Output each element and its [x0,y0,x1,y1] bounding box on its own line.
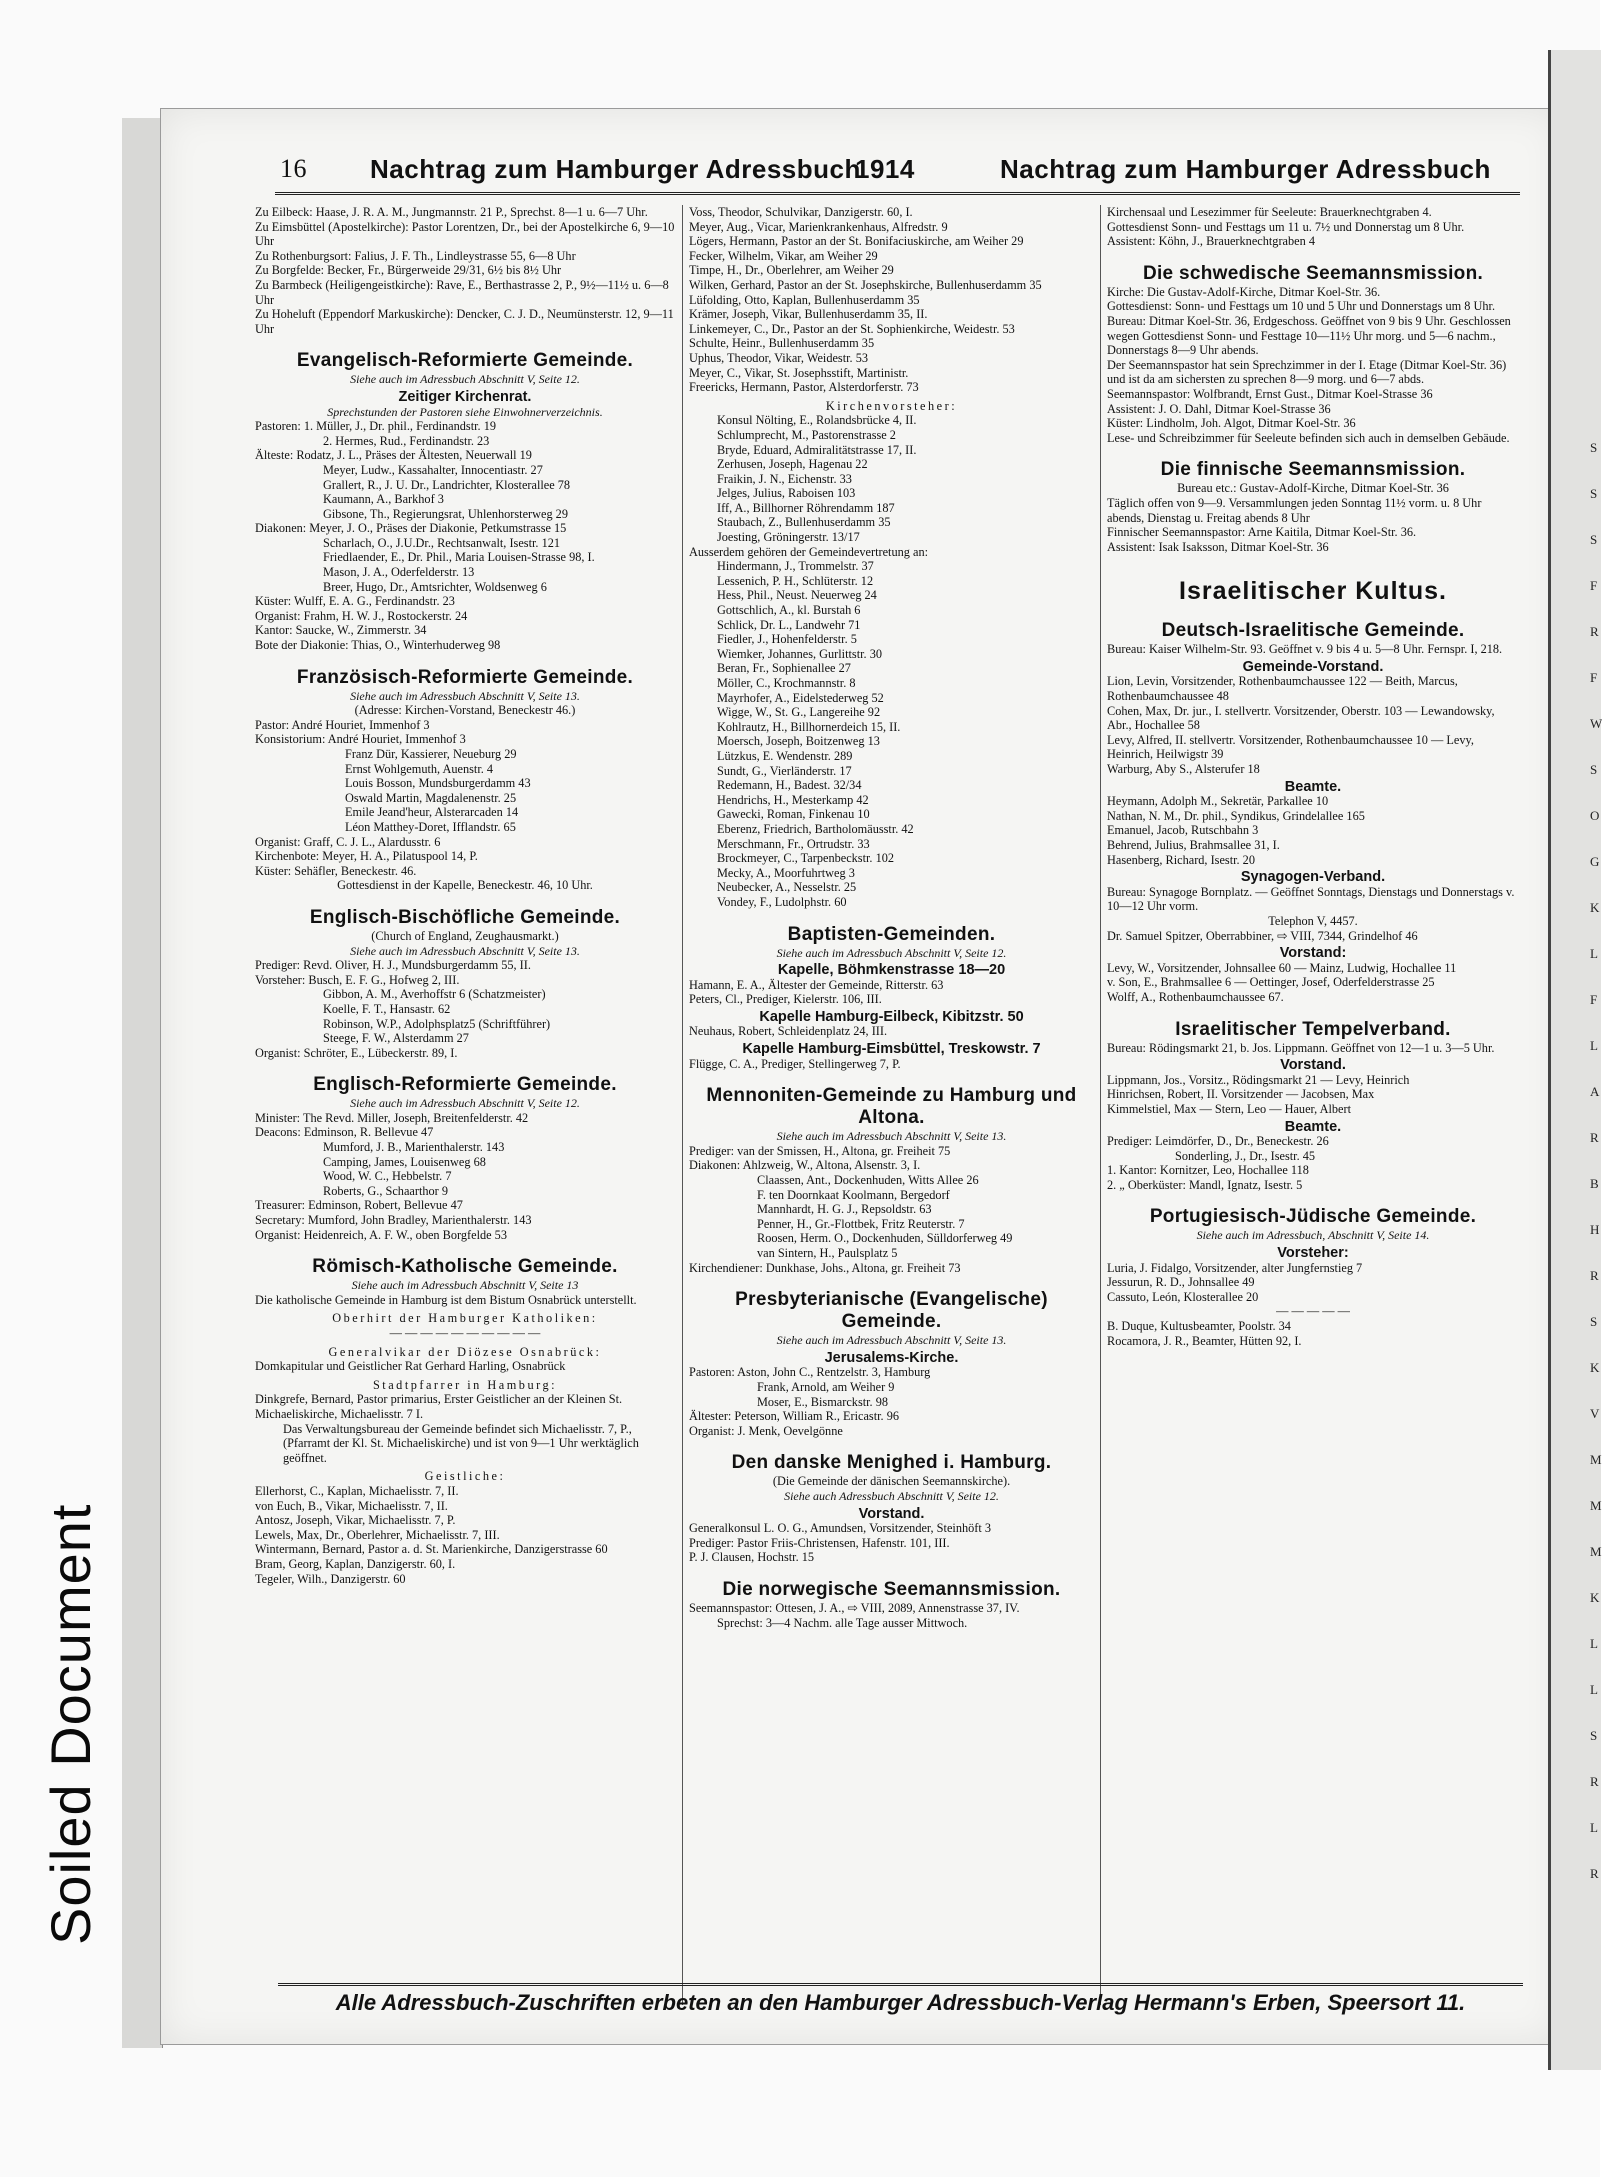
directory-entry: Prediger: Pastor Friis-Christensen, Hafenstr. 101, III. [689,1535,950,1550]
section-heading: Israelitischer Kultus. [1179,577,1447,606]
directory-entry: Prediger: Revd. Oliver, H. J., Mundsburgerdamm 55, II. [255,958,531,973]
directory-entry: van Sintern, H., Paulsplatz 5 [757,1246,898,1260]
directory-entry: Küster: Lindholm, Joh. Algot, Ditmar Koel-Str. 36 [1107,416,1356,431]
subheading: Vorsteher: [1277,1245,1349,1262]
directory-entry: Scharlach, O., J.U.Dr., Rechtsanwalt, Isestr. 121 [323,535,561,550]
subheading: Vorstand: [1279,945,1347,962]
directory-entry: Timpe, H., Dr., Oberlehrer, am Weiher 29 [689,263,894,278]
directory-entry: Diakonen: Meyer, J. O., Präses der Diakonie, Petkumstrasse 15 [255,521,567,536]
section-heading: Englisch-Reformierte Gemeinde. [313,1074,617,1096]
directory-entry: Claassen, Ant., Dockenhuden, Witts Allee 26 [757,1173,979,1188]
directory-entry: Diakonen: Ahlzweig, W., Altona, Alsenstr. 3, I. [689,1158,921,1173]
directory-entry: Kirchenbote: Meyer, H. A., Pilatuspool 14, P. [255,849,478,864]
directory-entry: Secretary: Mumford, John Bradley, Marienthalerstr. 143 [255,1213,532,1228]
directory-entry: Organist: J. Menk, Oevelgönne [689,1423,843,1438]
directory-entry: Linkemeyer, C., Dr., Pastor an der St. Sophienkirche, Weidestr. 53 [689,321,1015,336]
subheading: Vorstand. [858,1505,925,1522]
header-year: 1914 [855,154,915,184]
section-heading: Mennoniten-Gemeinde zu Hamburg und Altona. [706,1085,1077,1129]
fragment-letter: K [1590,900,1600,915]
directory-entry: Luria, J. Fidalgo, Vorsitzender, alter Jungfernstieg 7 [1107,1260,1363,1275]
directory-entry: Uphus, Theodor, Vikar, Weidestr. 53 [689,350,868,365]
directory-entry: Lessenich, P. H., Schlüterstr. 12 [717,573,874,588]
page-gutter [122,118,163,2048]
fragment-letter: M [1590,1544,1602,1559]
fragment-letter: O [1590,808,1600,823]
directory-entry: Levy, W., Vorsitzender, Johnsallee 60 — Mainz, Ludwig, Hochallee 11 [1107,960,1457,975]
directory-entry: Roosen, Herm. O., Dockenhuden, Sülldorferweg 49 [757,1231,1013,1246]
directory-entry: Fiedler, J., Hohenfelderstr. 5 [717,632,857,647]
subheading: Kapelle Hamburg-Eilbeck, Kibitzstr. 50 [759,1008,1024,1025]
directory-entry: Bureau: Rödingsmarkt 21, b. Jos. Lippmann. Geöffnet von 12—1 u. 3—5 Uhr. [1107,1040,1495,1055]
directory-entry: Täglich offen von 9—9. Versammlungen jeden Sonntag 11½ vorm. u. 8 Uhr abends, Dienstag u. Freitag abends 8 Uhr [1107,495,1482,525]
directory-entry: Seemannspastor: Wolfbrandt, Ernst Gust., Ditmar Koel-Strasse 36 [1107,386,1433,401]
soiled-document-stamp: Soiled Document [39,1503,102,1945]
directory-entry: Zu Rothenburgsort: Falius, J. F. Th., Lindleystrasse 55, 6—8 Uhr [255,248,576,263]
section-heading: Die schwedische Seemannsmission. [1142,262,1484,284]
subheading: Vorstand. [1280,1057,1346,1074]
directory-entry: Zu Eimsbüttel (Apostelkirche): Pastor Lorentzen, Dr., bei der Apostelkirche 6, 9—10 Uhr [255,219,675,249]
directory-entry: Voss, Theodor, Schulvikar, Danzigerstr. 60, I. [689,205,913,219]
directory-entry: Bram, Georg, Kaplan, Danzigerstr. 60, I. [255,1556,456,1571]
fragment-letter: R [1590,624,1599,639]
directory-entry: Sundt, G., Vierländerstr. 17 [717,763,852,778]
directory-entry: Schlumprecht, M., Pastorenstrasse 2 [717,427,896,442]
directory-entry: Penner, H., Gr.-Flottbek, Fritz Reuterstr. 7 [757,1216,965,1231]
fragment-letter: S [1590,762,1598,777]
directory-entry: Hasenberg, Richard, Isestr. 20 [1107,852,1255,867]
directory-entry: Kohlrautz, H., Billhornerdeich 15, II. [717,719,901,734]
directory-entry: Zu Hoheluft (Eppendorf Markuskirche): Dencker, C. J. D., Neumünsterstr. 12, 9—11 Uhr [255,307,674,336]
fragment-letter: F [1590,992,1598,1007]
directory-entry: Jessurun, R. D., Johnsallee 49 [1107,1275,1255,1290]
directory-entry: — — — — — — — — — — [389,1326,541,1340]
directory-entry: Siehe auch im Adressbuch Abschnitt V, Seite 13. [350,943,580,958]
directory-entry: Siehe auch im Adressbuch Abschnitt V, Seite 12. [776,945,1007,960]
directory-entry: Siehe auch im Adressbuch Abschnitt V, Seite 13. [776,1333,1007,1348]
directory-entry: Das Verwaltungsbureau der Gemeinde befindet sich Michaelisstr. 7, P., (Pfarramt der Kl. St. Michaeliskirche) und ist von 9—1 Uhr werktäglich geöffnet. [283,1421,639,1465]
directory-entry: Küster: Wulff, E. A. G., Ferdinandstr. 23 [255,594,455,609]
directory-entry: Redemann, H., Badest. 32/34 [717,778,862,793]
fragment-letter: L [1590,1038,1598,1053]
directory-entry: v. Son, E., Brahmsallee 6 — Oettinger, Josef, Oderfelderstrasse 25 [1107,975,1435,990]
directory-entry: Siehe auch im Adressbuch Abschnitt V, Seite 12. [350,372,580,387]
directory-entry: Gottesdienst Sonn- und Festtags um 11 u. 7½ und Donnerstag um 8 Uhr. [1107,219,1465,234]
directory-entry: Assistent: Isak Isaksson, Ditmar Koel-Str. 36 [1107,539,1329,554]
directory-entry: Die katholische Gemeinde in Hamburg ist dem Bistum Osnabrück unterstellt. [255,1292,637,1307]
section-heading: Israelitischer Tempelverband. [1175,1018,1451,1040]
directory-entry: Gibbon, A. M., Averhoffstr 6 (Schatzmeister) [323,987,546,1002]
directory-entry: Mayrhofer, A., Eidelstederweg 52 [717,690,884,705]
fragment-letter: L [1590,946,1598,961]
directory-entry: (Adresse: Kirchen-Vorstand, Beneckestr 46.) [354,703,576,718]
fragment-letter: R [1590,1130,1599,1145]
directory-entry: Assistent: Köhn, J., Brauerknechtgraben 4 [1107,234,1315,249]
directory-entry: Meyer, C., Vikar, St. Josephsstift, Martinistr. [689,365,909,380]
directory-entry: Iff, A., Billhorner Röhrendamm 187 [717,500,895,515]
directory-entry: Hindermann, J., Trommelstr. 37 [717,559,874,574]
directory-entry: Küster: Sehäfler, Beneckestr. 46. [255,863,417,878]
fragment-letter: S [1590,440,1598,455]
directory-entry: Dinkgrefe, Bernard, Pastor primarius, Erster Geistlicher an der Kleinen St. Michaeliskirche, Michaelisstr. 7 I. [255,1392,623,1421]
fragment-letter: F [1590,578,1598,593]
directory-entry: Zerhusen, Joseph, Hagenau 22 [717,457,868,472]
subheading: Beamte. [1284,778,1342,795]
directory-entry: Gottesdienst in der Kapelle, Beneckestr. 46, 10 Uhr. [337,878,593,893]
directory-entry: Robinson, W.P., Adolphsplatz5 (Schriftführer) [323,1016,551,1031]
directory-entry: Mumford, J. B., Marienthalerstr. 143 [323,1140,505,1155]
directory-entry: 2. Hermes, Rud., Ferdinandstr. 23 [323,433,490,448]
directory-entry: Schulte, Heinr., Bullenhuserdamm 35 [689,336,875,351]
fragment-letter: M [1590,1452,1602,1467]
directory-entry: Roberts, G., Schaarthor 9 [323,1183,448,1198]
column-middle [682,205,1094,2005]
directory-entry: Beran, Fr., Sophienallee 27 [717,661,851,676]
directory-entry: Hinrichsen, Robert, II. Vorsitzender — Jacobsen, Max [1107,1087,1375,1102]
directory-entry: Gibsone, Th., Regierungsrat, Uhlenhorsterweg 29 [323,506,568,521]
directory-entry: Cassuto, León, Klosterallee 20 [1107,1289,1259,1304]
directory-entry: Zu Eilbeck: Haase, J. R. A. M., Jungmannstr. 21 P., Sprechst. 8—1 u. 6—7 Uhr. [255,205,648,219]
directory-entry: Mannhardt, H. G. J., Repsoldstr. 63 [757,1202,932,1217]
fragment-letter: F [1590,670,1598,685]
directory-entry: Léon Matthey-Doret, Ifflandstr. 65 [345,819,516,834]
directory-entry: Assistent: J. O. Dahl, Ditmar Koel-Strasse 36 [1107,401,1331,416]
subheading: Beamte. [1284,1118,1342,1135]
directory-entry: Nathan, N. M., Dr. phil., Syndikus, Grindelallee 165 [1107,808,1365,823]
directory-entry: Geistliche: [424,1469,506,1484]
directory-entry: Rocamora, J. R., Beamter, Hütten 92, I. [1107,1333,1302,1348]
directory-entry: Sonderling, J., Dr., Isestr. 45 [1175,1148,1316,1163]
directory-entry: Älteste: Rodatz, J. L., Präses der Ältesten, Neuerwall 19 [255,448,532,463]
directory-entry: Generalkonsul L. O. G., Amundsen, Vorsitzender, Steinhöft 3 [689,1521,991,1536]
fragment-letter: G [1590,854,1600,869]
directory-entry: Kirchensaal und Lesezimmer für Seeleute: Brauerknechtgraben 4. [1107,205,1432,219]
section-heading: Englisch-Bischöfliche Gemeinde. [309,906,621,928]
directory-entry: Seemannspastor: Ottesen, J. A., ⇨ VIII, 2089, Annenstrasse 37, IV. [689,1600,1020,1615]
directory-entry: Camping, James, Louisenweg 68 [323,1154,486,1169]
directory-entry: Wiemker, Johannes, Gurlittstr. 30 [717,646,882,661]
directory-entry: Prediger: van der Smissen, H., Altona, gr. Freiheit 75 [689,1143,951,1158]
directory-entry: Meyer, Aug., Vicar, Marienkrankenhaus, Alfredstr. 9 [689,219,948,234]
directory-entry: B. Duque, Kultusbeamter, Poolstr. 34 [1107,1319,1291,1334]
directory-entry: Staubach, Z., Bullenhuserdamm 35 [717,515,891,530]
directory-entry: Eberenz, Friedrich, Bartholomäusstr. 42 [717,821,914,836]
directory-entry: (Church of England, Zeughausmarkt.) [371,928,559,943]
header-title-left: Nachtrag zum Hamburger Adressbuch [370,154,861,184]
directory-entry: Ernst Wohlgemuth, Auenstr. 4 [345,761,494,776]
section-heading: Presbyterianische (Evangelische) Gemeinde. [735,1289,1048,1333]
directory-entry: Friedlaender, E., Dr. Phil., Maria Louisen-Strasse 98, I. [323,550,595,565]
directory-entry: Cohen, Max, Dr. jur., I. stellvertr. Vorsitzender, Oberstr. 103 — Lewandowsky, Abr., Hochallee 58 [1107,703,1495,733]
subheading: Synagogen-Verband. [1240,869,1386,886]
directory-entry: Neuhaus, Robert, Schleidenplatz 24, III. [689,1024,888,1039]
directory-entry: Pastoren: 1. Müller, J., Dr. phil., Ferdinandstr. 19 [255,419,496,434]
directory-entry: Siehe auch Adressbuch Abschnitt V, Seite 12. [784,1488,999,1503]
directory-entry: Steege, F. W., Alsterdamm 27 [323,1031,469,1046]
directory-entry: Deacons: Edminson, R. Bellevue 47 [255,1125,434,1140]
directory-entry: Kirche: Die Gustav-Adolf-Kirche, Ditmar Koel-Str. 36. [1107,284,1381,299]
directory-entry: Wigge, W., St. G., Langereihe 92 [717,705,881,720]
directory-entry: Mecky, A., Moorfuhrtweg 3 [717,865,855,880]
section-heading: Baptisten-Gemeinden. [787,923,996,945]
directory-entry: Moser, E., Bismarckstr. 98 [757,1394,889,1409]
directory-entry: Organist: Frahm, H. W. J., Rostockerstr. 24 [255,608,468,623]
directory-entry: Moersch, Joseph, Boitzenweg 13 [717,734,880,749]
directory-entry: Lögers, Hermann, Pastor an der St. Bonifaciuskirche, am Weiher 29 [689,234,1024,249]
directory-entry: Dr. Samuel Spitzer, Oberrabbiner, ⇨ VIII, 7344, Grindelhof 46 [1107,928,1418,943]
fragment-letter: L [1590,1636,1598,1651]
directory-entry: Siehe auch im Adressbuch Abschnitt V, Seite 13. [776,1129,1007,1144]
directory-entry: Louis Bosson, Mundsburgerdamm 43 [345,776,531,791]
directory-entry: Peters, Cl., Prediger, Kielerstr. 106, III. [689,992,882,1007]
subheading: Kapelle Hamburg-Eimsbüttel, Treskowstr. 7 [742,1041,1041,1058]
directory-entry: P. J. Clausen, Hochstr. 15 [689,1550,815,1565]
section-heading: Die norwegische Seemannsmission. [722,1578,1061,1600]
subheading: Jerusalems-Kirche. [824,1349,959,1366]
directory-entry: Tegeler, Wilh., Danzigerstr. 60 [255,1571,406,1586]
directory-entry: Telephon V, 4457. [1268,913,1358,928]
subheading: Gemeinde-Vorstand. [1242,658,1384,675]
subheading: Kapelle, Böhmkenstrasse 18—20 [777,962,1006,979]
directory-entry: Pastoren: Aston, John C., Rentzelstr. 3, Hamburg [689,1365,931,1380]
directory-entry: Kirchendiener: Dunkhase, Johs., Altona, gr. Freiheit 73 [689,1260,961,1275]
column-left [255,205,675,2005]
directory-entry: Jelges, Julius, Raboisen 103 [717,486,856,501]
directory-entry: Kaumann, A., Barkhof 3 [323,492,444,507]
directory-entry: Lion, Levin, Vorsitzender, Rothenbaumchaussee 122 — Beith, Marcus, Rothenbaumchaussee 48 [1107,674,1458,704]
directory-entry: Mason, J. A., Oderfelderstr. 13 [323,565,475,580]
directory-entry: Grallert, R., J. U. Dr., Landrichter, Klosterallee 78 [323,477,571,492]
directory-entry: Siehe auch im Adressbuch, Abschnitt V, Seite 14. [1196,1228,1430,1243]
directory-entry: Generalvikar der Diözese Osnabrück: [328,1344,602,1359]
subheading: Zeitiger Kirchenrat. [398,388,532,405]
directory-entry: Fecker, Wilhelm, Vikar, am Weiher 29 [689,248,878,263]
directory-entry: Neubecker, A., Nesselstr. 25 [717,880,857,895]
directory-entry: Organist: Heidenreich, A. F. W., oben Borgfelde 53 [255,1227,507,1242]
fragment-letter: R [1590,1774,1599,1789]
section-heading: Deutsch-Israelitische Gemeinde. [1161,620,1465,642]
directory-entry: Wood, W. C., Hebbelstr. 7 [323,1169,452,1184]
directory-entry: Antosz, Joseph, Vikar, Michaelisstr. 7, P. [255,1513,456,1528]
fragment-letter: L [1590,1820,1598,1835]
directory-entry: Flügge, C. A., Prediger, Stellingerweg 7, P. [689,1056,901,1071]
section-heading: Den danske Menighed i. Hamburg. [731,1452,1052,1474]
directory-entry: Kirchenvorsteher: [825,398,958,413]
directory-entry: Bote der Diakonie: Thias, O., Winterhuderweg 98 [255,638,501,653]
directory-entry: Bureau: Ditmar Koel-Str. 36, Erdgeschoss. Geöffnet von 9 bis 9 Uhr. Geschlossen wegen Gottesdienst Sonn- und Festtage 10—11½ Uhr morg. und 5—6 nachm., Donnerstags 8—9 Uhr abends. [1107,313,1511,358]
directory-entry: Sprechst: 3—4 Nachm. alle Tage ausser Mittwoch. [717,1615,968,1630]
section-heading: Die finnische Seemannsmission. [1160,459,1466,481]
fragment-letter: R [1590,1866,1599,1881]
directory-entry: Koelle, F. T., Hansastr. 62 [323,1001,451,1016]
directory-entry: Ausserdem gehören der Gemeindevertretung an: [689,544,929,559]
fragment-letter: S [1590,486,1598,501]
directory-entry: Lüfolding, Otto, Kaplan, Bullenhuserdamm 35 [689,292,920,307]
directory-entry: Konsul Nölting, E., Rolandsbrücke 4, II. [717,413,917,428]
section-heading: Römisch-Katholische Gemeinde. [312,1256,618,1278]
directory-entry: Siehe auch im Adressbuch Abschnitt V, Seite 12. [350,1096,580,1111]
directory-entry: Brockmeyer, C., Tarpenbeckstr. 102 [717,851,895,866]
directory-entry: Siehe auch im Adressbuch Abschnitt V, Seite 13. [350,688,580,703]
directory-entry: Ellerhorst, C., Kaplan, Michaelisstr. 7, II. [255,1483,459,1498]
directory-entry: Ältester: Peterson, William R., Ericastr. 96 [689,1409,899,1424]
next-page-edge [1548,50,1601,2070]
directory-entry: Lippmann, Jos., Vorsitz., Rödingsmarkt 21 — Levy, Heinrich [1107,1072,1410,1087]
directory-entry: Frank, Arnold, am Weiher 9 [757,1379,895,1394]
directory-entry: Merschmann, Fr., Ortrudstr. 33 [717,836,870,851]
fragment-letter: H [1590,1222,1600,1237]
directory-entry: Organist: Graff, C. J. L., Alardusstr. 6 [255,834,441,849]
directory-entry: Stadtpfarrer in Hamburg: [372,1377,558,1392]
directory-entry: Zu Borgfelde: Becker, Fr., Bürgerweide 29/31, 6½ bis 8½ Uhr [255,263,562,278]
header-title-right: Nachtrag zum Hamburger Adressbuch [1000,154,1491,184]
directory-entry: Breer, Hugo, Dr., Amtsrichter, Woldsenweg 6 [323,579,547,594]
directory-entry: Vondey, F., Ludolphstr. 60 [717,894,847,909]
fragment-letter: V [1590,1406,1600,1421]
directory-entry: Siehe auch im Adressbuch Abschnitt V, Seite 13 [351,1278,579,1293]
directory-entry: Bureau: Synagoge Bornplatz. — Geöffnet Sonntags, Dienstags und Donnerstags v. 10—12 Uhr vorm. [1107,884,1515,914]
fragment-letter: S [1590,1314,1598,1329]
fragment-letter: A [1590,1084,1600,1099]
directory-entry: Wilken, Gerhard, Pastor an der St. Josephskirche, Bullenhuserdamm 35 [689,277,1042,292]
column-right [1100,205,1519,2005]
directory-entry: Wolff, A., Rothenbaumchaussee 67. [1107,989,1284,1004]
fragment-letter: L [1590,1682,1598,1697]
directory-entry: Lewels, Max, Dr., Oberlehrer, Michaelisstr. 7, III. [255,1527,500,1542]
directory-entry: Emile Jeand'heur, Alsterarcaden 14 [345,805,519,820]
directory-entry: (Die Gemeinde der dänischen Seemannskirche). [772,1474,1011,1489]
directory-entry: Prediger: Leimdörfer, D., Dr., Beneckestr. 26 [1107,1134,1329,1149]
directory-entry: Lützkus, E. Wendenstr. 289 [717,748,853,763]
directory-entry: Hess, Phil., Neust. Neuerweg 24 [717,588,877,603]
fragment-letter: S [1590,532,1598,547]
directory-entry: Hamann, E. A., Ältester der Gemeinde, Ritterstr. 63 [689,977,944,992]
directory-entry: Behrend, Julius, Brahmsallee 31, I. [1107,838,1280,852]
directory-entry: Domkapitular und Geistlicher Rat Gerhard Harling, Osnabrück [255,1359,566,1374]
directory-entry: Sprechstunden der Pastoren siehe Einwohnerverzeichnis. [327,404,603,419]
directory-entry: Pastor: André Houriet, Immenhof 3 [255,717,430,732]
directory-entry: Finnischer Seemannspastor: Arne Kaitila, Ditmar Koel-Str. 36. [1107,525,1417,540]
directory-entry: Freericks, Hermann, Pastor, Alsterdorferstr. 73 [689,380,919,395]
directory-entry: Oberhirt der Hamburger Katholiken: [332,1311,598,1326]
directory-entry: Franz Dür, Kassierer, Neueburg 29 [345,747,517,761]
directory-entry: Minister: The Revd. Miller, Joseph, Breitenfelderstr. 42 [255,1110,529,1125]
fragment-letter: R [1590,1268,1599,1283]
fragment-letter: K [1590,1590,1600,1605]
directory-entry: 2. „ Oberküster: Mandl, Ignatz, Isestr. 5 [1107,1177,1303,1192]
directory-entry: 1. Kantor: Kornitzer, Leo, Hochallee 118 [1107,1163,1309,1178]
page-footer: Alle Adressbuch-Zuschriften erbeten an den Hamburger Adressbuch-Verlag Hermann's Erben, Speersort 11. [278,1983,1523,2016]
directory-entry: Joesting, Gröningerstr. 13/17 [717,530,860,545]
fragment-letter: B [1590,1176,1599,1191]
directory-entry: Gottschlich, A., kl. Burstah 6 [717,603,861,618]
directory-entry: Oswald Martin, Magdalenenstr. 25 [345,790,517,805]
fragment-letter: W [1590,716,1602,731]
directory-entry: Lese- und Schreibzimmer für Seeleute befinden sich auch in demselben Gebäude. [1107,430,1510,445]
directory-entry: Gawecki, Roman, Finkenau 10 [717,807,870,822]
directory-entry: Bureau etc.: Gustav-Adolf-Kirche, Ditmar Koel-Str. 36 [1177,481,1449,496]
directory-entry: Vorsteher: Busch, E. F. G., Hofweg 2, III. [255,972,460,987]
fragment-letter: K [1590,1360,1600,1375]
section-heading: Französisch-Reformierte Gemeinde. [296,666,634,688]
directory-entry: Konsistorium: André Houriet, Immenhof 3 [255,732,466,747]
directory-entry: von Euch, B., Vikar, Michaelisstr. 7, II. [255,1498,448,1513]
directory-entry: Der Seemannspastor hat sein Sprechzimmer in der I. Etage (Ditmar Koel-Str. 36) und ist da am sichersten zu sprechen 8—9 morg. und 6—7 abds. [1107,357,1507,387]
directory-entry: Meyer, Ludw., Kassahalter, Innocentiastr. 27 [323,462,543,477]
directory-entry: F. ten Doornkaat Koolmann, Bergedorf [757,1187,950,1202]
directory-entry: Warburg, Aby S., Alsterufer 18 [1107,762,1260,777]
fragment-letter: S [1590,1728,1598,1743]
fragment-letter: M [1590,1498,1602,1513]
directory-entry: Levy, Alfred, II. stellvertr. Vorsitzender, Rothenbaumchaussee 10 — Levy, Heinrich, Heilwigstr 39 [1107,732,1474,762]
page-header [275,152,1520,195]
directory-entry: Organist: Schröter, E., Lübeckerstr. 89, I. [255,1045,458,1060]
directory-entry: Hendrichs, H., Mesterkamp 42 [717,792,869,807]
directory-entry: Heymann, Adolph M., Sekretär, Parkallee 10 [1107,794,1329,809]
directory-entry: Gottesdienst: Sonn- und Festtags um 10 und 5 Uhr und Donnerstags um 8 Uhr. [1107,299,1496,314]
directory-entry: Bureau: Kaiser Wilhelm-Str. 93. Geöffnet v. 9 bis 4 u. 5—8 Uhr. Fernspr. I, 218. [1107,642,1503,657]
directory-entry: Schlick, Dr. L., Landwehr 71 [717,617,861,632]
directory-entry: — — — — — [1276,1304,1350,1319]
directory-entry: Emanuel, Jacob, Rutschbahn 3 [1107,823,1259,838]
directory-entry: Krämer, Joseph, Vikar, Bullenhuserdamm 35, II. [689,307,928,322]
page-number: 16 [280,154,307,183]
directory-entry: Möller, C., Krochmannstr. 8 [717,676,856,690]
directory-entry: Treasurer: Edminson, Robert, Bellevue 47 [255,1198,463,1213]
directory-entry: Wintermann, Bernard, Pastor a. d. St. Marienkirche, Danzigerstrasse 60 [255,1542,608,1557]
section-heading: Evangelisch-Reformierte Gemeinde. [296,350,634,372]
directory-entry: Kimmelstiel, Max — Stern, Leo — Hauer, Albert [1107,1101,1352,1116]
directory-entry: Zu Barmbeck (Heiligengeistkirche): Rave, E., Berthastrasse 2, P., 9½—11½ u. 6—8 Uhr [255,277,669,307]
directory-entry: Kantor: Saucke, W., Zimmerstr. 34 [255,623,427,638]
directory-entry: Fraikin, J. N., Eichenstr. 33 [717,471,852,486]
section-heading: Portugiesisch-Jüdische Gemeinde. [1149,1206,1477,1228]
directory-entry: Bryde, Eduard, Admiralitätstrasse 17, II. [717,442,917,457]
